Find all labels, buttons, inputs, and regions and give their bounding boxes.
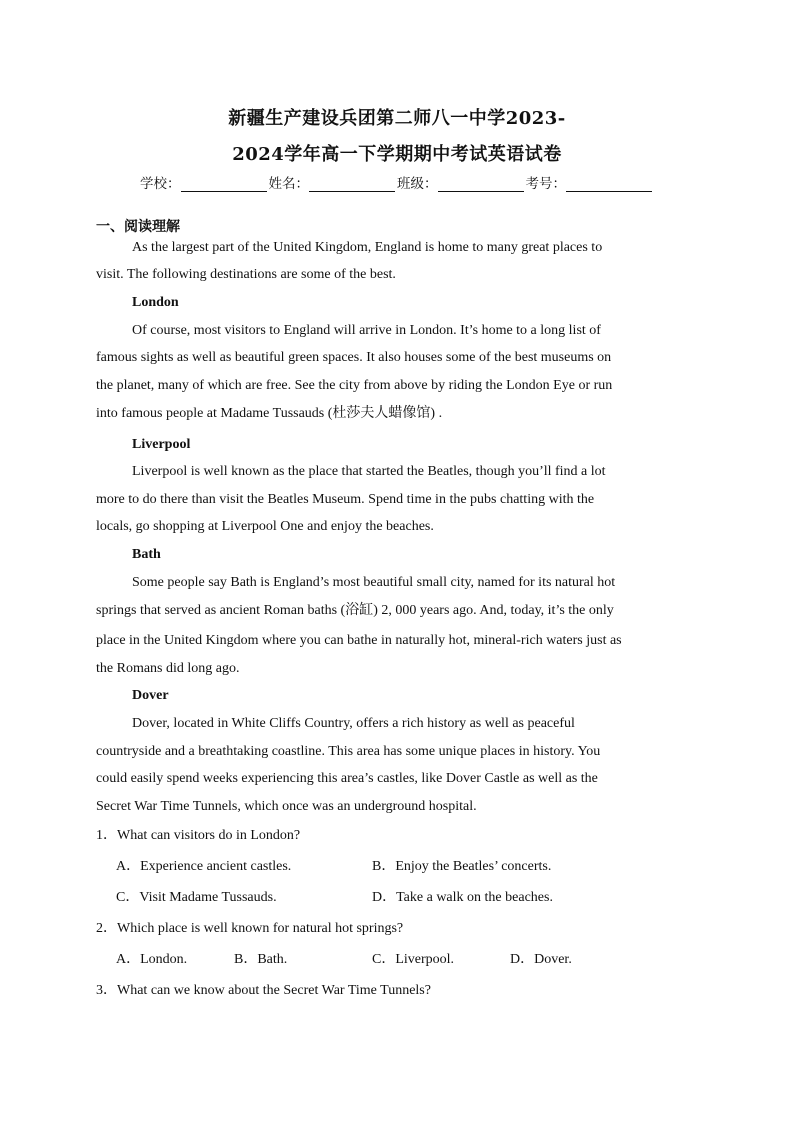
school-blank[interactable] (181, 177, 267, 192)
liverpool-line: locals, go shopping at Liverpool One and enjoy the beaches. (96, 519, 434, 534)
class-blank[interactable] (438, 177, 524, 192)
passage-intro-line: As the largest part of the United Kingdom, England is home to many great places to (132, 240, 603, 255)
answer-option[interactable]: D．Dover. (510, 952, 572, 967)
section-heading: 一、阅读理解 (96, 219, 180, 235)
dover-line: could easily spend weeks experiencing this area’s castles, like Dover Castle as well as the (96, 771, 598, 786)
london-line: into famous people at Madame Tussauds (杜莎夫人蜡像馆) . (96, 406, 443, 421)
london-line: the planet, many of which are free. See the city from above by riding the London Eye or run (96, 378, 613, 393)
exam-no-blank[interactable] (566, 177, 652, 192)
answer-option[interactable]: B．Enjoy the Beatles’ concerts. (372, 859, 552, 874)
dover-line: countryside and a breathtaking coastline. This area has some unique places in history. You (96, 744, 601, 759)
answer-option[interactable]: B．Bath. (234, 952, 288, 967)
name-blank[interactable] (309, 177, 395, 192)
london-line: famous sights as well as beautiful green spaces. It also houses some of the best museums on (96, 350, 612, 365)
question-stem: 1．What can visitors do in London? (96, 828, 301, 843)
answer-option[interactable]: A．Experience ancient castles. (116, 859, 292, 874)
bath-line: Some people say Bath is England’s most beautiful small city, named for its natural hot (132, 575, 616, 590)
bath-line: the Romans did long ago. (96, 661, 240, 676)
answer-option[interactable]: C．Liverpool. (372, 952, 455, 967)
passage-intro-line: visit. The following destinations are some of the best. (96, 267, 396, 282)
student-info-line (0, 172, 794, 192)
dover-line: Dover, located in White Cliffs Country, offers a rich history as well as peaceful (132, 716, 575, 731)
liverpool-line: Liverpool is well known as the place that started the Beatles, though you’ll find a lot (132, 464, 606, 479)
exam-title-line-2: 2024学年高一下学期期中考试英语试卷 (232, 144, 562, 165)
liverpool-line: more to do there than visit the Beatles Museum. Spend time in the pubs chatting with the (96, 492, 595, 507)
london-line: Of course, most visitors to England will arrive in London. It’s home to a long list of (132, 323, 601, 338)
name-label: 姓名： (268, 176, 309, 192)
answer-option[interactable]: D．Take a walk on the beaches. (372, 890, 553, 905)
liverpool-heading: Liverpool (132, 437, 191, 452)
class-label: 班级： (397, 176, 438, 192)
exam-title-line-1: 新疆生产建设兵团第二师八一中学2023- (228, 108, 566, 129)
bath-line: springs that served as ancient Roman baths (浴缸) 2, 000 years ago. And, today, it’s the only (96, 603, 614, 618)
dover-line: Secret War Time Tunnels, which once was an underground hospital. (96, 799, 477, 814)
school-label: 学校： (140, 176, 181, 192)
question-stem: 2．Which place is well known for natural hot springs? (96, 921, 404, 936)
question-stem: 3．What can we know about the Secret War Time Tunnels? (96, 983, 431, 998)
answer-option[interactable]: A．London. (116, 952, 188, 967)
exam-no-label: 考号： (525, 176, 566, 192)
answer-option[interactable]: C．Visit Madame Tussauds. (116, 890, 277, 905)
bath-heading: Bath (132, 547, 161, 562)
dover-heading: Dover (132, 688, 169, 703)
bath-line: place in the United Kingdom where you can bathe in naturally hot, mineral-rich waters just as (96, 633, 622, 648)
london-heading: London (132, 295, 179, 310)
